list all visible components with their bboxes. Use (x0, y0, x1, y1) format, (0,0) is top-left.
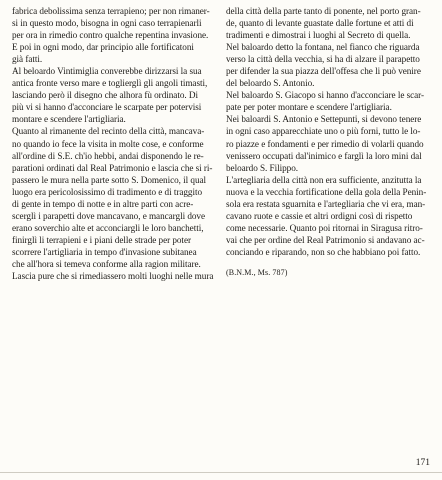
text-line: de, quanto di levante guastate dalle fortune et atti di (226, 18, 414, 29)
text-line: tradimenti e dimostrai i luoghi al Secreto di quella. (226, 30, 411, 41)
text-line: che all'hora si temeva conforme alla ragion militare. (12, 258, 201, 269)
page-number: 171 (415, 458, 430, 468)
text-line: per ora in rimedio contro qualche repentina invasione. (12, 30, 209, 41)
right-text-column (226, 5, 432, 279)
text-line: all'ordine di S.E. ch'io hebbi, andai disponendo le re- (12, 150, 204, 161)
text-line: verso la città della vecchia, si ha di alzare il parapetto (226, 54, 420, 65)
right-column-lines (226, 5, 432, 258)
text-line: più vi si hanno d'acconciare le scarpate per potervisi (12, 102, 202, 113)
text-line: sola era restata sguarnita e l'artegliaria che vi era, man- (226, 198, 426, 209)
text-line: erano soverchio alte et acconciargli le loro banchetti, (12, 222, 204, 233)
text-line: in ogni caso apparecchiate uno o più forni, tutto le lo- (226, 126, 421, 137)
text-line: per difender la sua piazza dell'offesa che li può venire (226, 66, 421, 77)
text-line: antica fronte verso mare e toglierglì gli angoli timasti, (12, 78, 208, 89)
text-line: fabrica debolissima senza terrapieno; per non rimaner- (12, 6, 210, 16)
text-line: venissero occupati dal'inimico e farglì la loro mini dal (226, 150, 422, 161)
text-line: finirglì li terrapieni e i piani delle strade per poter (12, 234, 191, 245)
text-line: Nei baloardi S. Antonio e Settepunti, si devono tenere (226, 114, 422, 125)
text-line: scerglì i parapetti dove mancavano, e mancargli dove (12, 210, 205, 221)
text-line: no quando io fece la visita in molte cose, e conforme (12, 138, 204, 149)
left-text-column (12, 5, 216, 282)
text-line: cavano ruote e cassie et altri ordigni così di rispetto (226, 210, 413, 221)
text-line: della città della parte tanto di ponente, nel porto gran- (226, 6, 421, 16)
text-line: si in questo modo, bisogna in ogni caso terrapienarli (12, 18, 202, 29)
text-line: Nel baloardo detto la fontana, nel fianco che riguarda (226, 42, 420, 53)
text-line: L'artegliaria della città non era sufficiente, anzitutta la (226, 174, 422, 185)
source-citation: (B.N.M., Ms. 787) (226, 267, 288, 277)
text-line: ro piazze e fondamenti e per rimedio di volarli quando (226, 138, 424, 149)
text-line: di gente in tempo di notte e in altre parti con acre- (12, 198, 194, 209)
text-line: Al beloardo Vintimiglia converebbe dirizzarsi la sua (12, 66, 202, 77)
text-line: lasciando però il disegno che alhora fù ordinato. Di (12, 90, 198, 101)
text-line: Quanto al rimanente del recinto della città, mancava- (12, 126, 205, 137)
text-line: parationi ordinati dal Real Patrimonio e lascia che si ri- (12, 162, 213, 173)
bottom-rule (0, 472, 442, 473)
text-line: Lascia pure che si rimediassero molti luoghi nelle mura (12, 271, 214, 282)
text-line: passero le mura nella parte sotto S. Domenico, il qual (12, 174, 207, 185)
text-line: luogo era pericolosissimo di tradimento e di traggito (12, 186, 202, 197)
text-line: come necessarie. Quanto poi ritornai in Siragusa ritro- (226, 222, 423, 233)
text-line: scorrere l'artigliaria in tempo d'invasione subitanea (12, 246, 197, 257)
text-line: del beloardo S. Antonio. (226, 78, 315, 89)
text-line: vai che per ordine del Real Patrimonio si andavano ac- (226, 234, 425, 245)
text-line: nuova e la vecchia fortificatione della gola della Penin- (226, 186, 427, 197)
text-line: E poi in ogni modo, dar principio alle fortificatoni (12, 42, 194, 53)
text-line: montare e scendere l'artigliaria. (12, 114, 126, 125)
text-line: già fatti. (12, 54, 43, 65)
text-line: beloardo S. Filippo. (226, 162, 298, 173)
text-line: Nel baloardo S. Giacopo si hanno d'acconciare le scar- (226, 90, 425, 101)
text-line: pate per poter montare e scendere l'artigliaria. (226, 102, 392, 113)
text-line: conciando e riparando, non so che habbiano poi fatto. (226, 246, 421, 257)
